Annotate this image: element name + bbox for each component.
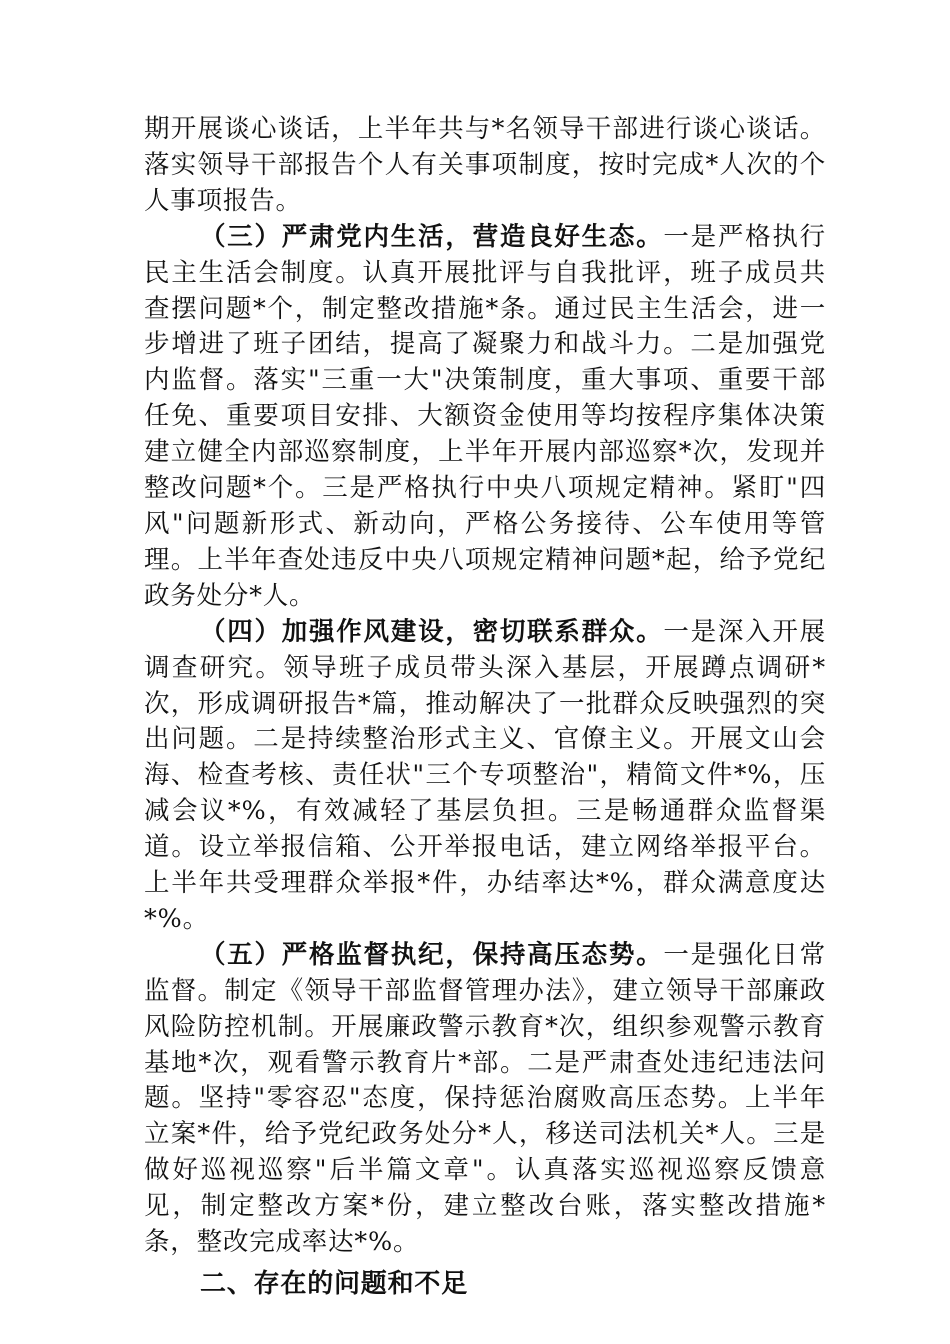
paragraph-text: 一是深入开展调查研究。领导班子成员带头深入基层，开展蹲点调研*次，形成调研报告*篇，推动解决了一批群众反映强烈的突出问题。二是持续整治形式主义、官僚主义。开展文山会海、检查考核、责任状"三个专项整治"，精简文件*%，压减会议*%，有效减轻了基层负担。三是畅通群众监督渠道。设立举报信箱、公开举报电话，建立网络举报平台。上半年共受理群众举报*件，办结率达*%，群众满意度达*%。 [144, 616, 826, 934]
paragraph-section-3 [144, 220, 826, 615]
paragraph-continued [144, 112, 826, 220]
paragraph-lead: （四）加强作风建设，密切联系群众。 [200, 616, 664, 647]
section-heading: 二、存在的问题和不足 [200, 1269, 469, 1299]
paragraph-text: 期开展谈心谈话，上半年共与*名领导干部进行谈心谈话。落实领导干部报告个人有关事项制度，按时完成*人次的个人事项报告。 [144, 114, 826, 216]
paragraph-text: 一是严格执行民主生活会制度。认真开展批评与自我批评，班子成员共查摆问题*个，制定整改措施*条。通过民主生活会，进一步增进了班子团结，提高了凝聚力和战斗力。二是加强党内监督。落实"三重一大"决策制度，重大事项、重要干部任免、重要项目安排、大额资金使用等均按程序集体决策建立健全内部巡察制度，上半年开展内部巡察*次，发现并整改问题*个。三是严格执行中央八项规定精神。紧盯"四风"问题新形式、新动向，严格公务接待、公车使用等管理。上半年查处违反中央八项规定精神问题*起，给予党纪政务处分*人。 [144, 221, 826, 611]
paragraph-text: 一是强化日常监督。制定《领导干部监督管理办法》，建立领导干部廉政风险防控机制。开展廉政警示教育*次，组织参观警示教育基地*次，观看警示教育片*部。二是严肃查处违纪违法问题。坚持"零容忍"态度，保持惩治腐败高压态势。上半年立案*件，给予党纪政务处分*人，移送司法机关*人。三是做好巡视巡察"后半篇文章"。认真落实巡视巡察反馈意见，制定整改方案*份，建立整改台账，落实整改措施*条，整改完成率达*%。 [144, 939, 826, 1258]
paragraph-section-4 [144, 615, 826, 938]
document-page [144, 112, 826, 1303]
paragraph-lead: （五）严格监督执纪，保持高压态势。 [200, 939, 664, 970]
paragraph-lead: （三）严肃党内生活，营造良好生态。 [200, 221, 664, 252]
paragraph-section-5 [144, 938, 826, 1261]
